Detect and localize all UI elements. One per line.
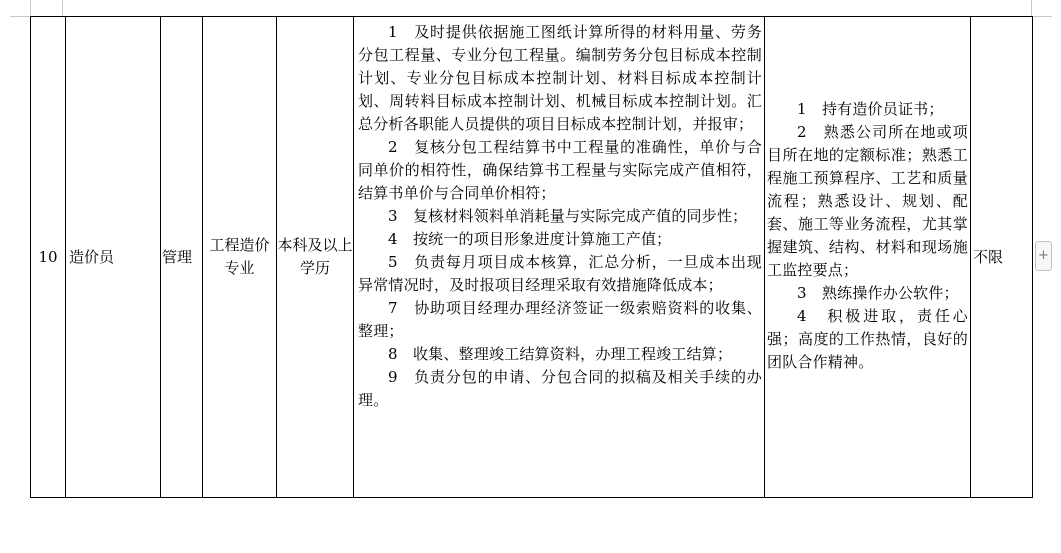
education-cell: 本科及以上学历 (277, 17, 354, 498)
expand-plus-icon[interactable]: + (1035, 241, 1052, 271)
table-row (31, 17, 1033, 498)
requirement-item: 1 持有造价员证书； (797, 100, 944, 118)
duty-item: 9 负责分包的申请、分包合同的拟稿及相关手续的办理。 (358, 368, 762, 409)
duty-item: 3 复核材料领料单消耗量与实际完成产值的同步性； (388, 207, 748, 225)
duties-cell (354, 17, 765, 498)
page-corner-mark-left (10, 0, 31, 17)
post-name-cell: 造价员 (66, 17, 161, 498)
requirement-item: 3 熟练操作办公软件； (797, 284, 959, 302)
duty-item: 2 复核分包工程结算书中工程量的准确性，单价与合同单价的相符性，确保结算书工程量与实际完成产值相符，结算书单价与合同单价相符； (358, 138, 762, 202)
major-cell: 工程造价专业 (203, 17, 277, 498)
duty-item: 1 及时提供依据施工图纸计算所得的材料用量、劳务分包工程量、专业分包工程量。编制劳务分包目标成本控制计划、专业分包目标成本控制计划、材料目标成本控制计划、周转料目标成本控制计划、机械目标成本控制计划。汇总分析各职能人员提供的项目目标成本控制计划，并报审； (358, 23, 762, 133)
row-number-cell: 10 (31, 17, 66, 498)
age-cell: 不限 (971, 17, 1033, 498)
duty-item: 7 协助项目经理办理经济签证一级索赔资料的收集、整理； (358, 299, 762, 340)
duty-item: 4 按统一的项目形象进度计算施工产值； (388, 230, 672, 248)
post-type-cell: 管理 (161, 17, 203, 498)
requirement-item: 2 熟悉公司所在地或项目所在地的定额标准；熟悉工程施工预算程序、工艺和质量流程；熟悉设计、规划、配套、施工等业务流程，尤其掌握建筑、结构、材料和现场施工监控要点； (767, 123, 968, 279)
page-corner-mark-right (1031, 0, 1052, 17)
duty-item: 8 收集、整理竣工结算资料，办理工程竣工结算； (388, 345, 733, 363)
page-corner-mark-top (62, 0, 63, 16)
requirements-cell (765, 17, 971, 498)
job-requirements-table (30, 16, 1033, 498)
duty-item: 5 负责每月项目成本核算，汇总分析，一旦成本出现异常情况时，及时报项目经理采取有效措施降低成本； (358, 253, 762, 294)
requirement-item: 4 积极进取，责任心强；高度的工作热情，良好的团队合作精神。 (767, 307, 968, 371)
